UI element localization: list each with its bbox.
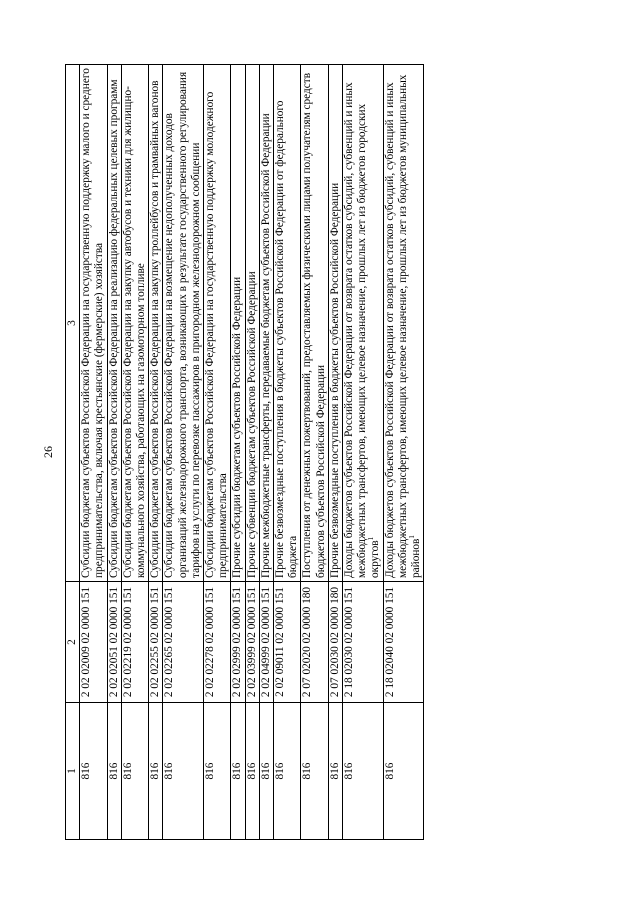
admin-code-cell: 816 bbox=[107, 703, 121, 840]
revenue-name-text: Доходы бюджетов субъектов Российской Федерации от возврата остатков субсидий, субвенций и иных межбюджетных трансфертов, имеющих целевое назначение, прошлых лет из бюджетов городских округов bbox=[343, 82, 382, 578]
revenue-name-text: Поступления от денежных пожертвований, предоставляемых физическими лицами получателям средств бюджетов субъектов Российской Федерации bbox=[301, 72, 327, 578]
table-row bbox=[107, 65, 121, 840]
admin-code-cell: 816 bbox=[245, 703, 259, 840]
revenue-code-cell: 2 02 02255 02 0000 151 bbox=[149, 582, 163, 703]
admin-code-cell: 816 bbox=[301, 703, 328, 840]
revenue-code-cell: 2 18 02040 02 0000 151 bbox=[383, 582, 424, 703]
revenue-name-cell bbox=[245, 65, 259, 582]
column-number-1: 1 bbox=[66, 703, 80, 840]
admin-code-cell: 816 bbox=[259, 703, 273, 840]
admin-code-cell: 816 bbox=[121, 703, 148, 840]
footnote-mark: 1 bbox=[367, 536, 376, 541]
revenue-code-cell: 2 02 04999 02 0000 151 bbox=[259, 582, 273, 703]
revenue-name-text: Прочие межбюджетные трансферты, передаваемые бюджетам субъектов Российской Федерации bbox=[259, 113, 272, 578]
revenue-name-text: Доходы бюджетов субъектов Российской Федерации от возврата остатков субсидий, субвенций и иных межбюджетных трансфертов, имеющих целевое назначение, прошлых лет из бюджетов муниципальных районов bbox=[383, 74, 423, 578]
revenue-name-cell bbox=[383, 65, 424, 582]
revenue-name-text: Субсидии бюджетам субъектов Российской Федерации на закупку автобусов и техники для жилищно-коммунального хозяйства, работающих на газомоторном топливе bbox=[121, 86, 148, 578]
revenue-code-cell: 2 07 02020 02 0000 180 bbox=[301, 582, 328, 703]
admin-code-cell: 816 bbox=[149, 703, 163, 840]
revenue-name-cell bbox=[328, 65, 342, 582]
revenue-code-cell: 2 02 02051 02 0000 151 bbox=[107, 582, 121, 703]
table-row bbox=[204, 65, 231, 840]
admin-code-cell: 816 bbox=[328, 703, 342, 840]
revenue-name-text: Прочие безвозмездные поступления в бюджеты субъектов Российской Федерации от федерального бюджета bbox=[274, 100, 300, 578]
revenue-code-table bbox=[65, 64, 424, 840]
admin-code-cell: 816 bbox=[274, 703, 301, 840]
admin-code-cell: 816 bbox=[383, 703, 424, 840]
revenue-name-text: Субсидии бюджетам субъектов Российской Федерации на реализацию федеральных целевых программ bbox=[107, 79, 120, 578]
revenue-name-cell bbox=[121, 65, 148, 582]
revenue-code-cell: 2 02 02999 02 0000 151 bbox=[231, 582, 245, 703]
revenue-name-cell bbox=[204, 65, 231, 582]
table-row bbox=[121, 65, 148, 840]
revenue-name-cell bbox=[80, 65, 107, 582]
table-row bbox=[343, 65, 384, 840]
table-row bbox=[231, 65, 245, 840]
revenue-code-cell: 2 02 03999 02 0000 151 bbox=[245, 582, 259, 703]
admin-code-cell: 816 bbox=[163, 703, 204, 840]
revenue-name-cell bbox=[259, 65, 273, 582]
revenue-name-cell bbox=[149, 65, 163, 582]
table-row bbox=[80, 65, 107, 840]
revenue-code-cell: 2 02 09011 02 0000 151 bbox=[274, 582, 301, 703]
table-row bbox=[259, 65, 273, 840]
column-number-3: 3 bbox=[66, 65, 80, 582]
admin-code-cell: 816 bbox=[231, 703, 245, 840]
revenue-name-text: Субсидии бюджетам субъектов Российской Федерации на закупку троллейбусов и трамвайных вагонов bbox=[149, 80, 162, 578]
revenue-name-text: Субсидии бюджетам субъектов Российской Федерации на государственную поддержку молодежного предпринимательства bbox=[204, 91, 230, 578]
revenue-code-cell: 2 02 02009 02 0000 151 bbox=[80, 582, 107, 703]
revenue-name-cell bbox=[274, 65, 301, 582]
rotated-page-content bbox=[65, 65, 523, 840]
revenue-code-cell: 2 02 02265 02 0000 151 bbox=[163, 582, 204, 703]
revenue-name-cell bbox=[301, 65, 328, 582]
table-row bbox=[301, 65, 328, 840]
revenue-code-cell: 2 07 02030 02 0000 180 bbox=[328, 582, 342, 703]
table-row bbox=[149, 65, 163, 840]
table-row bbox=[274, 65, 301, 840]
admin-code-cell: 816 bbox=[80, 703, 107, 840]
revenue-name-text: Прочие безвозмездные поступления в бюджеты субъектов Российской Федерации bbox=[328, 182, 341, 578]
revenue-name-text: Субсидии бюджетам субъектов Российской Федерации на возмещение недополученных доходов организаций железнодорожного транспорта, возникающих в результате государственного регулирования тарифов на услуги по перевозке пассажиров в пригородном железнодорожном сообщении bbox=[163, 71, 202, 578]
revenue-code-cell: 2 18 02030 02 0000 151 bbox=[343, 582, 384, 703]
revenue-name-text: Прочие субвенции бюджетам субъектов Российской Федерации bbox=[245, 271, 258, 578]
revenue-name-text: Прочие субсидии бюджетам субъектов Российской Федерации bbox=[231, 276, 244, 578]
revenue-name-cell bbox=[343, 65, 384, 582]
revenue-name-cell bbox=[231, 65, 245, 582]
table-row bbox=[383, 65, 424, 840]
page-number: 26 bbox=[41, 446, 55, 458]
table-row bbox=[328, 65, 342, 840]
revenue-code-cell: 2 02 02219 02 0000 151 bbox=[121, 582, 148, 703]
admin-code-cell: 816 bbox=[343, 703, 384, 840]
table-row bbox=[245, 65, 259, 840]
footnote-mark: 1 bbox=[408, 535, 417, 539]
revenue-code-cell: 2 02 02278 02 0000 151 bbox=[204, 582, 231, 703]
table-row bbox=[163, 65, 204, 840]
admin-code-cell: 816 bbox=[204, 703, 231, 840]
revenue-name-cell bbox=[107, 65, 121, 582]
column-number-2: 2 bbox=[66, 582, 80, 703]
table-header-row bbox=[66, 65, 80, 840]
revenue-name-cell bbox=[163, 65, 204, 582]
revenue-name-text: Субсидии бюджетам субъектов Российской Федерации на государственную поддержку малого и среднего предпринимательства, включая крестьянские (фермерские) хозяйства bbox=[80, 68, 106, 578]
